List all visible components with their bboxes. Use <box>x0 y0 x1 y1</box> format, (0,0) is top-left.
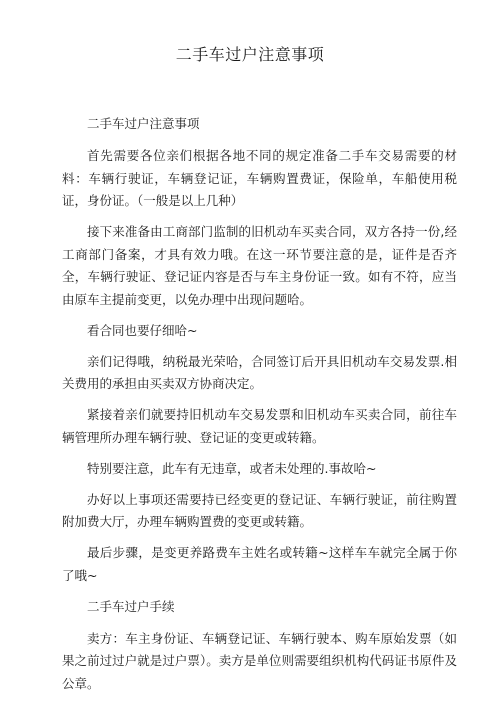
paragraph: 首先需要各位亲们根据各地不同的规定准备二手车交易需要的材料：车辆行驶证，车辆登记证，车辆购置费证，保险单，车船使用税证，身份证。（一般是以上几种） <box>62 148 457 208</box>
document-title: 二手车过户注意事项 <box>175 45 325 64</box>
paragraph: 卖方：车主身份证、车辆登记证、车辆行驶本、购车原始发票（如果之前过过户就是过户票）。卖方是单位则需要组织机构代码证书原件及公章。 <box>62 630 457 691</box>
document-body <box>62 113 457 704</box>
paragraph: 接下来准备由工商部门监制的旧机动车买卖合同，双方各持一份,经工商部门备案，才具有效力哦。在这一环节要注意的是，证件是否齐全，车辆行驶证、登记证内容是否与车主身份证一致。如有不符，应当由原车主提前变更，以免办理中出现问题哈。 <box>62 224 457 307</box>
section-heading: 二手车过户手续 <box>87 598 175 614</box>
paragraph: 紧接着亲们就要持旧机动车交易发票和旧机动车买卖合同，前往车辆管理所办理车辆行驶、登记证的变更或转籍。 <box>62 407 457 445</box>
paragraph: 最后步骤，是变更养路费车主姓名或转籍~这样车车就完全属于你了哦~ <box>62 545 457 583</box>
paragraph: 办好以上事项还需要持已经变更的登记证、车辆行驶证，前往购置附加费大厅，办理车辆购置费的变更或转籍。 <box>62 491 457 529</box>
paragraph: 看合同也要仔细哈~ <box>87 322 198 338</box>
paragraph: 特别要注意，此车有无违章，或者未处理的.事故哈~ <box>87 460 377 476</box>
section-heading: 二手车过户注意事项 <box>87 116 200 131</box>
paragraph: 亲们记得哦，纳税最光荣哈，合同签订后开具旧机动车交易发票.相关费用的承担由买卖双方协商决定。 <box>62 353 457 391</box>
